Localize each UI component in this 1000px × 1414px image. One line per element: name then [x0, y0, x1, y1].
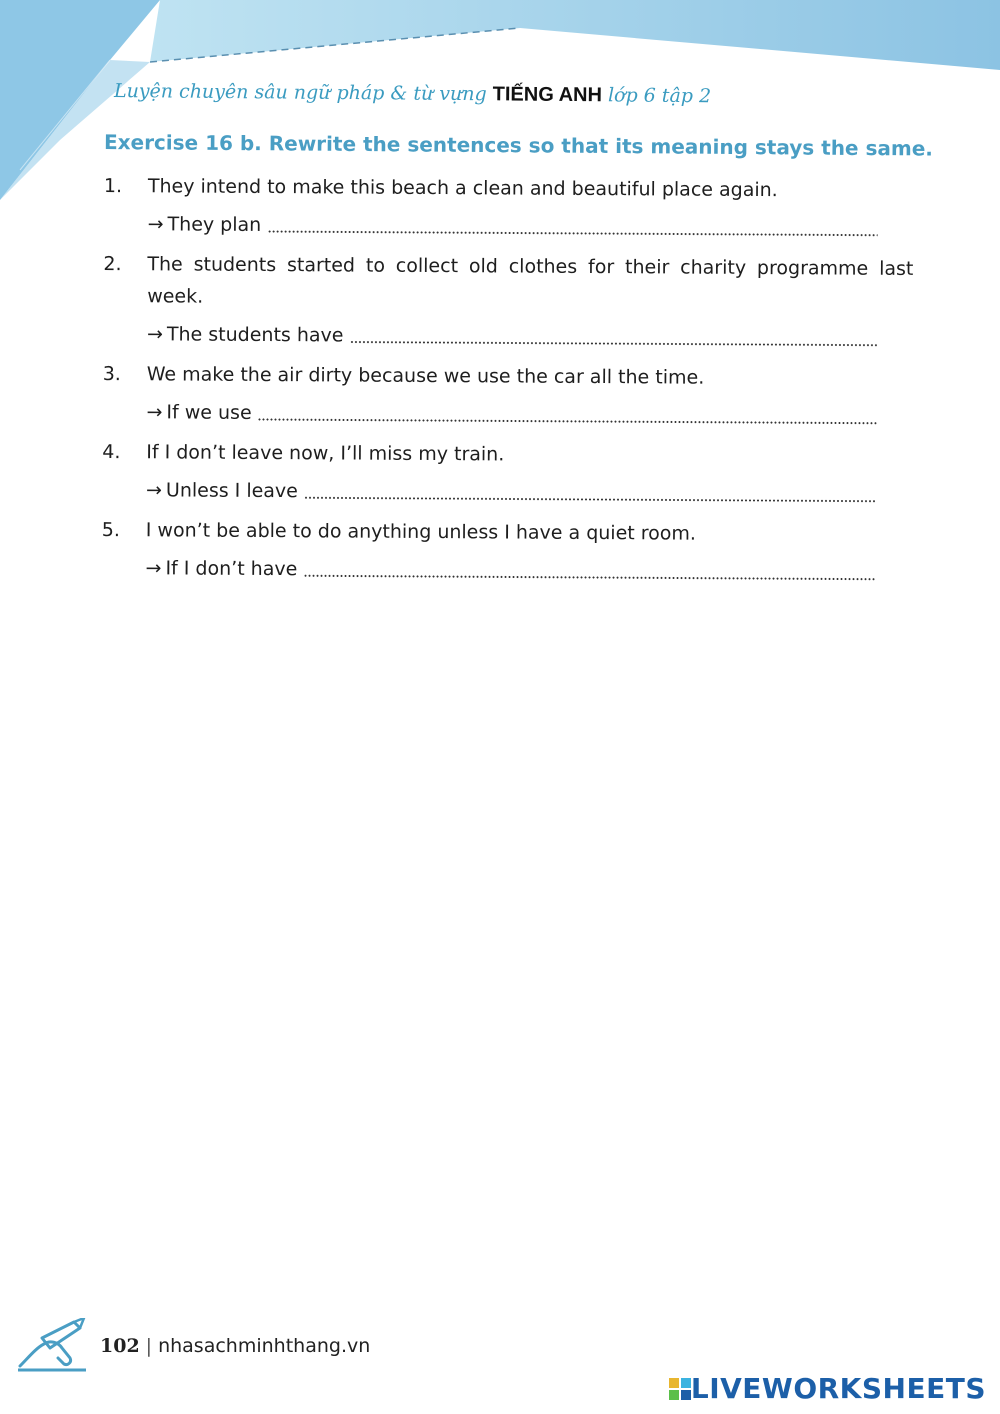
answer-prompt: If I don’t have [165, 557, 298, 581]
footer-separator: | [145, 1335, 153, 1357]
exercise-item-3 [102, 358, 912, 433]
series-title-suffix: lớp 6 tập 2 [607, 84, 712, 108]
answer-line-2[interactable] [147, 318, 877, 354]
answer-blank[interactable] [258, 418, 877, 425]
exercise-title: Exercise 16 b. Rewrite the sentences so that its meaning stays the same. [103, 130, 934, 161]
watermark-text: LIVEWORKSHEETS [690, 1372, 986, 1405]
answer-line-3[interactable] [146, 396, 876, 432]
item-sentence: I won’t be able to do anything unless I have a quiet room. [145, 519, 697, 545]
answer-prompt: Unless I leave [165, 479, 298, 503]
writing-hand-icon [18, 1318, 90, 1374]
item-number: 2. [103, 252, 122, 276]
arrow-icon: → [146, 401, 163, 424]
exercise-item-5 [101, 514, 911, 589]
item-sentence: If I don’t leave now, I’ll miss my train. [146, 441, 505, 466]
item-sentence: They intend to make this beach a clean and beautiful place again. [147, 175, 778, 202]
publisher-website: nhasachminhthang.vn [158, 1335, 371, 1357]
page-footer [18, 1318, 370, 1374]
answer-prompt: They plan [167, 213, 262, 236]
exercise-item-2 [103, 248, 914, 355]
answer-line-5[interactable] [145, 552, 875, 588]
answer-blank[interactable] [303, 574, 875, 580]
answer-line-1[interactable] [148, 208, 878, 244]
series-title-brand: TIẾNG ANH [492, 83, 603, 107]
liveworksheets-watermark [669, 1372, 986, 1405]
item-number: 3. [102, 362, 121, 386]
answer-blank[interactable] [349, 341, 877, 347]
answer-line-4[interactable] [146, 474, 876, 510]
item-number: 1. [103, 174, 123, 198]
page-number: 102 [100, 1335, 140, 1357]
answer-blank[interactable] [267, 230, 877, 237]
answer-prompt: If we use [166, 401, 252, 424]
arrow-icon: → [145, 479, 163, 502]
answer-prompt: The students have [166, 323, 344, 347]
item-number: 5. [101, 518, 121, 542]
item-number: 4. [102, 440, 121, 464]
series-title-prefix: Luyện chuyên sâu ngữ pháp & từ vựng [113, 80, 487, 106]
answer-blank[interactable] [304, 496, 876, 502]
item-sentence: The students started to collect old clothes for their charity programme last week. [147, 253, 914, 308]
item-sentence: We make the air dirty because we use the car all the time. [146, 363, 705, 389]
arrow-icon: → [147, 213, 164, 236]
exercise-list [101, 170, 914, 589]
arrow-icon: → [146, 323, 163, 346]
exercise-item-1 [104, 170, 914, 245]
exercise-item-4 [102, 436, 912, 511]
arrow-icon: → [145, 557, 162, 580]
liveworksheets-logo-icon [669, 1378, 691, 1400]
